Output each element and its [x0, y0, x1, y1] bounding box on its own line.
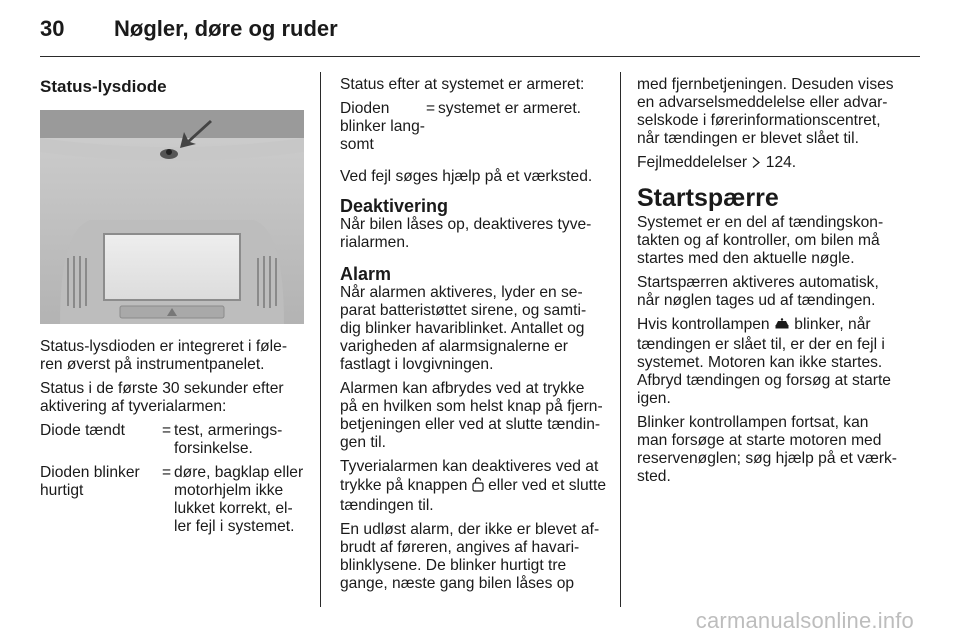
paragraph: En udløst alarm, der ikke er blevet af-brudt af føreren, angives af havari-blinklysene. De blinker hurtigt tre gange, næste gang bilen låses op — [340, 521, 600, 592]
section-heading-startspaerre: Startspærre — [637, 184, 779, 212]
paragraph: Alarmen kan afbrydes ved at trykke på en hvilken som helst knap på fjern-betjeningen eller ved at slutte tændin-gen til. — [340, 380, 603, 451]
definition-term: Diode tændt — [40, 422, 125, 439]
definition-description: test, armerings-forsinkelse. — [174, 422, 283, 457]
column-3 — [637, 76, 903, 492]
paragraph — [637, 154, 903, 174]
watermark: carmanualsonline.info — [695, 608, 914, 633]
section-heading-alarm: Alarm — [340, 264, 392, 284]
immobilizer-warning-icon — [774, 318, 790, 336]
paragraph: Status i de første 30 sekunder efter aktivering af tyverialarmen: — [40, 380, 284, 415]
page-header — [40, 16, 338, 42]
paragraph: Ved fejl søges hjælp på et værksted. — [340, 168, 593, 185]
column-divider — [320, 72, 321, 607]
text-fragment: Tyverialarmen kan deaktiveres ved at trykke på knappen — [340, 458, 599, 494]
page-number: 30 — [40, 16, 65, 41]
page-title: Nøgler, døre og ruder — [114, 16, 338, 41]
column-2 — [340, 76, 606, 599]
dashboard-led-illustration — [40, 110, 304, 324]
definition-separator: = — [426, 100, 436, 117]
paragraph: Når alarmen aktiveres, lyder en se-parat batteristøttet sirene, og samti-dig blinker havariblinket. Antallet og varigheden af alarmsignalerne er fastlagt i lovgivningen. — [340, 284, 587, 373]
definition-description: døre, bagklap eller motorhjelm ikke lukket korrekt, el-ler fejl i systemet. — [174, 464, 304, 535]
definition-term: Dioden blinker lang-somt — [340, 100, 425, 153]
definition-separator: = — [162, 464, 172, 481]
column-1 — [40, 76, 306, 542]
paragraph: Status efter at systemet er armeret: — [340, 76, 585, 93]
paragraph: Status-lysdioden er integreret i føle-ren øverst på instrumentpanelet. — [40, 338, 288, 373]
definition-row — [340, 100, 606, 154]
header-divider — [40, 56, 920, 57]
paragraph: Systemet er en del af tændingskon-takten og af kontroller, om bilen må startes med den aktuelle nøgle. — [637, 214, 884, 267]
column-divider — [620, 72, 621, 607]
text-fragment: Fejlmeddelelser — [637, 154, 748, 171]
definition-row — [40, 422, 306, 458]
paragraph — [340, 458, 606, 515]
definition-separator: = — [162, 422, 172, 439]
page-reference-icon — [751, 156, 761, 174]
paragraph: Blinker kontrollampen fortsat, kan man forsøge at starte motoren med reservenøglen; søg hjælp på et værk-sted. — [637, 414, 897, 485]
unlock-button-icon — [472, 476, 484, 497]
section-heading-deaktivering: Deaktivering — [340, 196, 449, 216]
paragraph: Startspærren aktiveres automatisk, når nøglen tages ud af tændingen. — [637, 274, 879, 309]
definition-row — [40, 464, 306, 536]
text-fragment: eller ved et slutte tændingen til. — [340, 477, 607, 514]
text-fragment: blinker, når tændingen er slået til, er der en fejl i systemet. Motoren kan ikke startes. Afbryd tændingen og forsøg at starte igen. — [637, 316, 891, 407]
definition-term: Dioden blinker hurtigt — [40, 464, 140, 499]
paragraph: med fjernbetjeningen. Desuden vises en advarselsmeddelelse eller advar-selskode i førerinformationscentret, når tændingen er blevet slået til. — [637, 76, 894, 147]
section-heading-status-lysdiode: Status-lysdiode — [40, 77, 167, 96]
paragraph — [637, 316, 903, 408]
text-fragment: Hvis kontrollampen — [637, 316, 770, 333]
definition-description: systemet er armeret. — [438, 100, 581, 117]
paragraph: Når bilen låses op, deaktiveres tyve-rialarmen. — [340, 216, 592, 251]
page-reference-link[interactable]: 124. — [765, 154, 797, 171]
